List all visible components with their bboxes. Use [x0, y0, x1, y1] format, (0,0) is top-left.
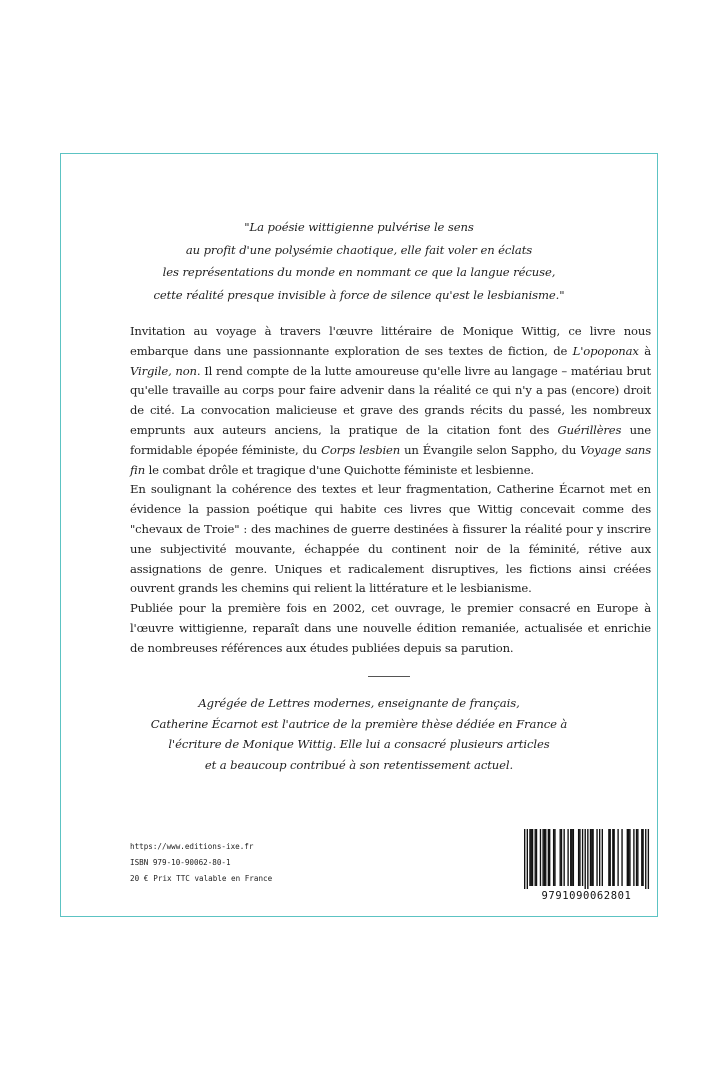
barcode-bar — [641, 829, 642, 886]
barcode-bar — [535, 829, 536, 886]
barcode-bar — [532, 829, 533, 886]
quote-line: les représentations du monde en nommant ce que la langue récuse, — [162, 265, 556, 280]
price: 20 € — [130, 874, 149, 883]
section-divider — [368, 676, 410, 677]
book-title: Voyage sans fin — [130, 442, 651, 477]
barcode-digits: 9791090062801 — [541, 890, 632, 901]
text-run: Invitation au voyage à travers l'œuvre littéraire de Monique Wittig, ce livre nous embarque dans une passionnante exploration de ses textes de fiction, de — [130, 324, 651, 358]
price-note: Prix TTC valable en France — [153, 874, 273, 883]
barcode-bar — [567, 829, 568, 886]
barcode-bar — [587, 829, 588, 889]
barcode-bar — [613, 829, 614, 886]
barcode-bar — [596, 829, 597, 886]
quote-line: au profit d'une polysémie chaotique, elle fait voler en éclats — [185, 242, 533, 257]
barcode-bar — [524, 829, 525, 889]
barcode-bar — [529, 829, 530, 886]
barcode-bar — [636, 829, 637, 886]
back-cover-frame — [60, 153, 658, 917]
barcode-bar — [610, 829, 611, 886]
text-run: le combat drôle et tragique d'une Quichotte féministe et lesbienne. — [145, 462, 534, 477]
blurb-paragraph-2: En soulignant la cohérence des textes et leur fragmentation, Catherine Écarnot met en évidence la passion poétique qui habite ces livres que Wittig concevait comme des "chevaux de Troie" : des machines de guerre destinées à fissurer la réalité pour y inscrire une subjectivité mouvante, échappée du continent noir de la féminité, rétive aux assignations de genre. Uniques et radicalement disruptives, les fictions ainsi créées ouvrent grands les chemins qui relient la littérature et le lesbianisme. — [130, 482, 651, 596]
barcode-bar — [590, 829, 591, 886]
barcode-bar — [633, 829, 634, 886]
barcode-bar — [545, 829, 546, 886]
barcode-bar — [527, 829, 528, 889]
barcode-bar — [544, 829, 545, 886]
barcode-bar — [628, 829, 629, 886]
book-title: L'opoponax — [572, 343, 639, 358]
barcode-bar — [549, 829, 550, 886]
barcode-bar — [579, 829, 580, 886]
bio-line: et a beaucoup contribué à son retentissement actuel. — [204, 757, 514, 772]
barcode-bar — [571, 829, 572, 886]
blurb-paragraph-3: Publiée pour la première fois en 2002, cet ouvrage, le premier consacré en Europe à l'œuvre wittigienne, reparaît dans une nouvelle édition remaniée, actualisée et enrichie de nombreuses références aux études publiées depuis sa parution. — [130, 601, 651, 655]
bio-line: Agrégée de Lettres modernes, enseignante de français, — [198, 696, 520, 710]
blurb-paragraph-1 — [130, 322, 651, 480]
barcode-bar — [531, 829, 532, 886]
barcode-bar — [645, 829, 646, 889]
barcode-bar — [617, 829, 618, 886]
barcode-bar — [592, 829, 593, 886]
barcode-bar — [585, 829, 586, 889]
publisher-info — [130, 839, 272, 887]
epigraph-quote — [61, 216, 657, 306]
barcode-bar — [554, 829, 555, 886]
barcode-bar — [627, 829, 628, 886]
barcode-bar — [561, 829, 562, 886]
barcode-bar — [553, 829, 554, 886]
barcode-bar — [637, 829, 638, 886]
barcode-bar — [570, 829, 571, 886]
quote-line: "La poésie wittigienne pulvérise le sens — [244, 220, 474, 234]
text-run: à — [638, 343, 651, 358]
barcode-bar — [582, 829, 583, 886]
price-row — [130, 871, 272, 887]
barcode-bar — [563, 829, 564, 886]
book-title: Corps lesbien — [321, 442, 401, 457]
barcode-bar — [612, 829, 613, 886]
book-title: Guérillères — [557, 422, 622, 437]
book-title: Virgile, non — [130, 363, 197, 378]
barcode-bar — [573, 829, 574, 886]
quote-line: cette réalité presque invisible à force de silence qu'est le lesbianisme." — [153, 287, 565, 302]
barcode-bar — [608, 829, 609, 886]
barcode-bar — [599, 829, 600, 886]
barcode-bar — [536, 829, 537, 886]
barcode-bar — [602, 829, 603, 886]
barcode-bar — [560, 829, 561, 886]
author-bio — [61, 693, 657, 775]
blurb-text — [130, 322, 651, 659]
text-run: une formidable épopée féministe, du — [130, 422, 651, 457]
bio-line: Catherine Écarnot est l'autrice de la première thèse dédiée en France à — [150, 716, 568, 731]
isbn: ISBN 979-10-90062-80-1 — [130, 858, 231, 867]
barcode-bar — [591, 829, 592, 886]
barcode-bar — [629, 829, 630, 886]
bio-line: l'écriture de Monique Wittig. Elle lui a consacré plusieurs articles — [168, 737, 550, 751]
barcode-bar — [648, 829, 649, 889]
barcode-bar — [578, 829, 579, 886]
barcode-bar — [642, 829, 643, 886]
barcode-bar — [621, 829, 622, 886]
text-run: un Évangile selon Sappho, du — [400, 442, 581, 457]
barcode-bar — [540, 829, 541, 886]
text-run: . Il rend compte de la lutte amoureuse qu'elle livre au langage – matériau brut qu'elle travaille au corps pour faire advenir dans la réalité ce qui n'y a pas (encore) droit de cité. La convocation malicieuse et grave des grands récits du passé, les nombreux emprunts aux auteurs anciens, la pratique de la citation font des — [130, 363, 651, 437]
isbn-barcode — [520, 829, 653, 901]
barcode-bar — [542, 829, 543, 886]
barcode-bar — [548, 829, 549, 886]
publisher-url: https://www.editions-ixe.fr — [130, 842, 254, 851]
